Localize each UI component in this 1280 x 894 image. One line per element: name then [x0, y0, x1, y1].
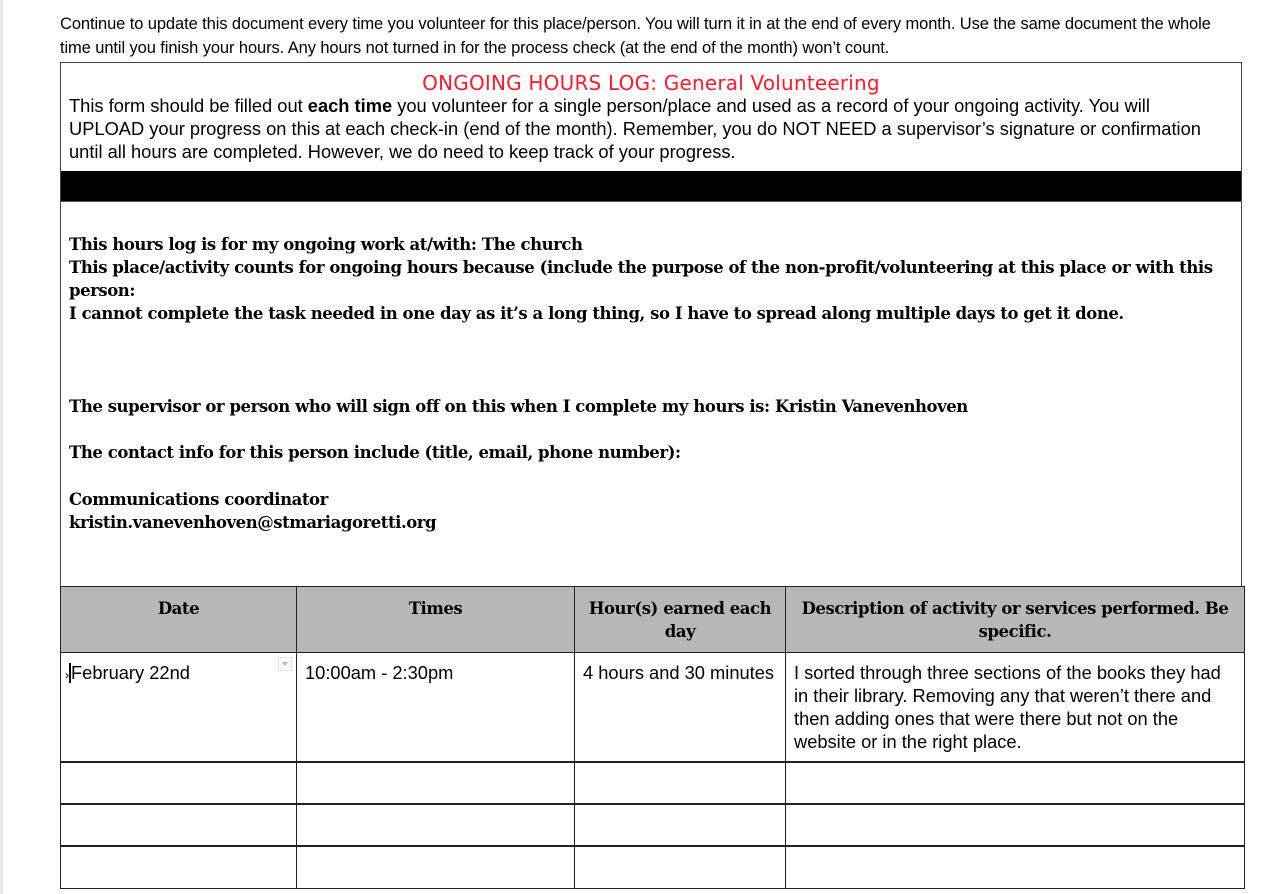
cell-date[interactable]	[61, 762, 297, 804]
purpose-prompt: This place/activity counts for ongoing hours because (include the purpose of the non-profit/volunteering at this place or with this person:	[69, 258, 1213, 300]
form-title: ONGOING HOURS LOG: General Volunteering	[422, 71, 880, 95]
instructions-emphasis: each time	[307, 95, 393, 116]
hours-log-form	[60, 62, 1242, 586]
table-row	[61, 804, 1245, 846]
cell-hours[interactable]: 4 hours and 30 minutes	[575, 653, 786, 763]
purpose-answer[interactable]: I cannot complete the task needed in one day as it’s a long thing, so I have to spread along multiple days to get it done.	[69, 304, 1124, 323]
cell-hours[interactable]	[575, 762, 786, 804]
table-header-row	[61, 587, 1245, 653]
hours-log-table	[60, 586, 1245, 889]
cell-hours[interactable]	[575, 846, 786, 888]
table-row	[61, 846, 1245, 888]
form-instructions	[69, 94, 1229, 163]
contact-email[interactable]: kristin.vanevenhoven@stmariagoretti.org	[69, 513, 437, 532]
intro-paragraph: Continue to update this document every time you volunteer for this place/person. You will turn it in at the end of every month. Use the same document the whole time until you finish your hours. Any hours not turned in for the process check (at the end of the month) won’t count.	[60, 15, 1211, 57]
cell-hours[interactable]	[575, 804, 786, 846]
page-left-edge	[0, 0, 3, 894]
header-date: Date	[61, 587, 297, 653]
section-divider-bar	[61, 171, 1241, 202]
cell-date[interactable]	[61, 653, 297, 763]
row-marker-icon: ›	[65, 668, 69, 682]
chevron-down-icon[interactable]	[278, 657, 292, 671]
cell-times[interactable]	[297, 804, 575, 846]
cell-times[interactable]	[297, 846, 575, 888]
contact-title[interactable]: Communications coordinator	[69, 490, 328, 509]
cell-times[interactable]	[297, 762, 575, 804]
cell-times[interactable]: 10:00am - 2:30pm	[297, 653, 575, 763]
header-description: Description of activity or services performed. Be specific.	[786, 587, 1245, 653]
cell-description[interactable]	[786, 762, 1245, 804]
header-hours: Hour(s) earned each day	[575, 587, 786, 653]
contact-prompt: The contact info for this person include (title, email, phone number):	[69, 443, 681, 462]
cell-description[interactable]	[786, 804, 1245, 846]
cell-description[interactable]: I sorted through three sections of the books they had in their library. Removing any that weren’t there and then adding ones that were there but not on the website or in the right place.	[786, 653, 1245, 763]
instructions-post: you volunteer for a single person/place and used as a record of your ongoing activity. You will UPLOAD your progress on this at each check-in (end of the month). Remember, you do NOT NEED a supervisor’s signature or confirmation until all hours are completed. However, we do need to keep track of your progress.	[69, 95, 1201, 162]
header-times: Times	[297, 587, 575, 653]
cell-date[interactable]	[61, 804, 297, 846]
table-row	[61, 653, 1245, 763]
supervisor-line[interactable]: The supervisor or person who will sign off on this when I complete my hours is: Kristin Vanevenhoven	[69, 397, 968, 416]
cell-description[interactable]	[786, 846, 1245, 888]
date-value: February 22nd	[71, 662, 190, 683]
instructions-pre: This form should be filled out	[69, 95, 308, 116]
ongoing-work-line[interactable]: This hours log is for my ongoing work at/with: The church	[69, 235, 583, 254]
table-row	[61, 762, 1245, 804]
cell-date[interactable]	[61, 846, 297, 888]
